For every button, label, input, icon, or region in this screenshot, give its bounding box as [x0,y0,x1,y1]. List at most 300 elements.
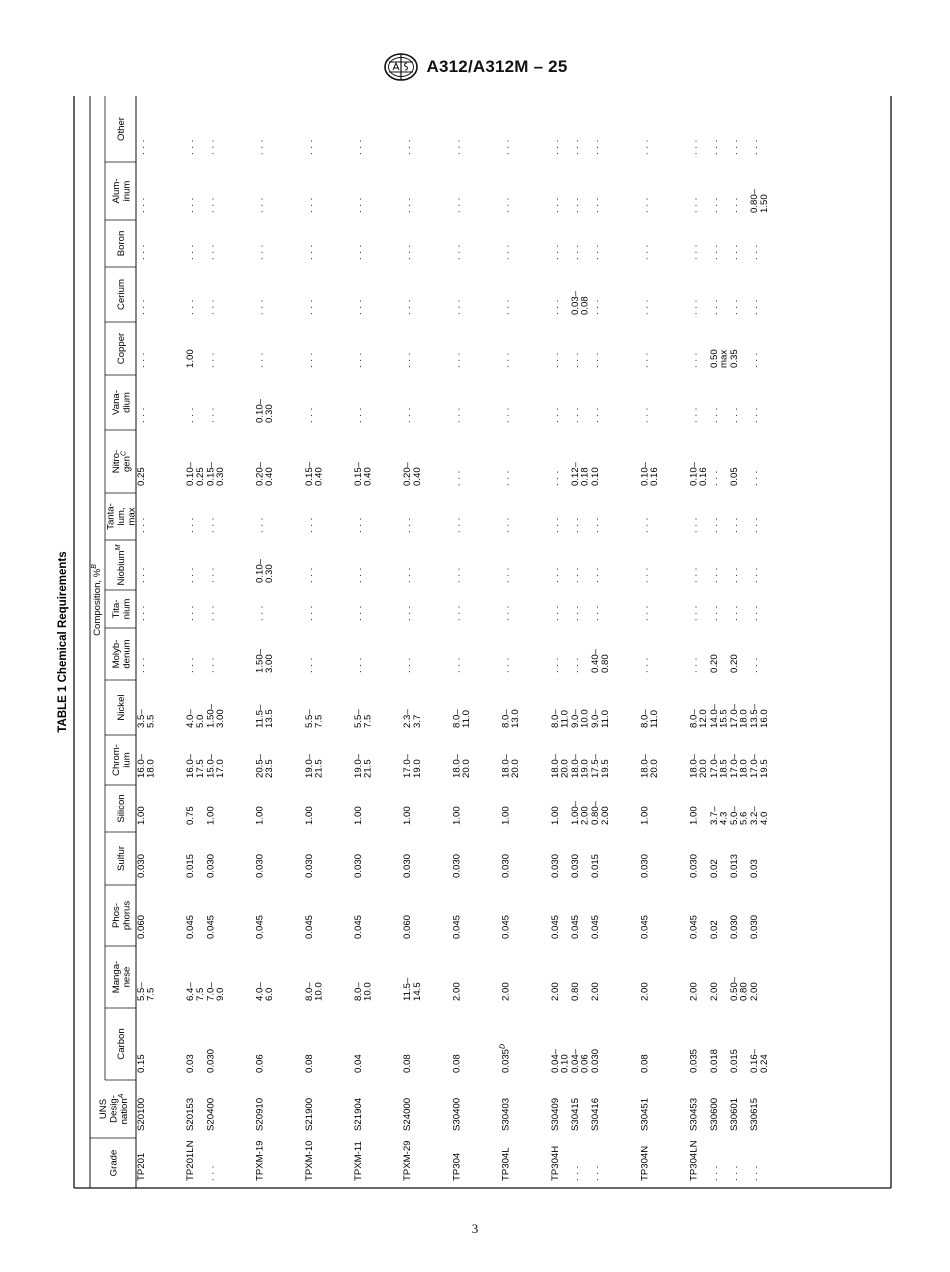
value-cell-chromium: 23.5 [264,759,276,778]
value-cell-titanium: . . . [749,605,761,621]
value-cell-titanium: . . . [549,605,561,621]
value-cell-niobium: . . . [402,567,414,583]
value-cell-aluminum: . . . [353,197,364,213]
value-cell-tantalum: . . . [303,517,315,533]
value-cell-phosphorus: 0.045 [570,914,581,939]
value-cell-phosphorus: 0.045 [590,914,602,939]
value-cell-nitrogen: 0.15– [303,461,315,486]
value-cell-silicon: 2.00 [579,806,591,825]
value-cell-aluminum: . . . [205,197,217,213]
value-cell-copper: . . . [254,352,266,368]
value-cell-sulfur: 0.015 [185,853,197,878]
value-cell-carbon: 0.06 [254,1054,266,1073]
value-cell-nickel: 3.00 [215,709,226,728]
value-cell-carbon: 0.08 [639,1054,651,1073]
column-header-niobium: Niobium$^M$ [115,544,127,586]
value-cell-nickel: 8.0– [639,709,651,728]
value-cell-nickel: 13.5– [749,703,761,728]
value-cell-cerium: . . . [688,299,700,315]
value-cell-sulfur: 0.030 [549,853,561,878]
value-cell-boron: . . . [639,244,651,260]
value-cell-nickel: 1.50– [205,703,217,728]
value-cell-copper: . . . [688,352,700,368]
uns-cell: S30615 [749,1097,761,1131]
value-cell-copper: . . . [353,352,364,368]
value-cell-niobium: 0.30 [264,564,276,583]
value-cell-titanium: . . . [451,605,463,621]
value-cell-molybdenum: . . . [688,657,700,673]
value-cell-other: . . . [570,139,581,155]
value-cell-vanadium: . . . [708,407,720,423]
value-cell-nitrogen: 0.10 [590,467,602,486]
uns-cell: S30600 [708,1097,720,1131]
value-cell-nitrogen: 0.18 [579,467,591,486]
table-title: TABLE 1 Chemical Requirements [57,551,69,733]
value-cell-nickel: 5.5– [303,709,315,728]
value-cell-nitrogen: . . . [749,470,761,486]
value-cell-vanadium: . . . [500,407,512,423]
value-cell-sulfur: 0.030 [205,853,217,878]
value-cell-molybdenum: 3.00 [264,654,276,673]
column-header-molybdenum: Molyb- [110,639,122,669]
value-cell-cerium: . . . [500,299,512,315]
value-cell-molybdenum: . . . [402,657,414,673]
value-cell-titanium: . . . [570,605,581,621]
value-cell-other: . . . [205,139,217,155]
value-cell-boron: . . . [136,244,147,260]
value-cell-aluminum: . . . [688,197,700,213]
document-id: A312/A312M – 25 [426,57,568,76]
value-cell-molybdenum: 0.40– [590,648,602,673]
value-cell-nickel: 8.0– [688,709,700,728]
value-cell-boron: . . . [353,244,364,260]
value-cell-vanadium: . . . [749,407,761,423]
value-cell-nickel: 8.0– [549,709,561,728]
value-cell-niobium: . . . [185,567,197,583]
value-cell-chromium: 18.0– [500,753,512,778]
value-cell-nitrogen: . . . [451,470,463,486]
value-cell-sulfur: 0.030 [136,853,147,878]
value-cell-vanadium: . . . [205,407,217,423]
value-cell-cerium: . . . [303,299,315,315]
value-cell-silicon: 1.00– [570,800,581,825]
value-cell-manganese: 0.80 [570,982,581,1001]
value-cell-titanium: . . . [500,605,512,621]
composition-heading: Composition, %$^B$ [91,564,103,636]
value-cell-aluminum: . . . [402,197,414,213]
uns-cell: S20400 [205,1097,217,1131]
grade-cell: TPXM-11 [353,1141,364,1181]
value-cell-sulfur: 0.030 [353,853,364,878]
value-cell-molybdenum: 0.20 [708,654,720,673]
value-cell-phosphorus: 0.045 [500,914,512,939]
value-cell-niobium: . . . [500,567,512,583]
uns-cell: S24000 [402,1097,414,1131]
value-cell-nickel: 17.0– [729,703,740,728]
grade-cell: . . . [749,1165,761,1181]
value-cell-phosphorus: 0.045 [185,914,197,939]
value-cell-molybdenum: . . . [549,657,561,673]
column-header-tantalum: max [126,507,138,526]
value-cell-chromium: 18.0– [451,753,463,778]
value-cell-chromium: 18.0 [145,759,157,778]
column-header-uns: Desig- [108,1095,120,1123]
value-cell-manganese: 2.00 [688,982,700,1001]
column-header-manganese: Manga- [110,960,122,994]
value-cell-manganese: 8.0– [303,982,315,1001]
value-cell-tantalum: . . . [500,517,512,533]
value-cell-nickel: 8.0– [500,709,512,728]
value-cell-vanadium: . . . [303,407,315,423]
value-cell-vanadium: 0.30 [264,404,276,423]
value-cell-vanadium: . . . [353,407,364,423]
value-cell-other: . . . [688,139,700,155]
value-cell-nickel: 11.0 [649,710,660,728]
value-cell-copper: . . . [639,352,651,368]
grade-cell: . . . [708,1165,720,1181]
value-cell-manganese: 2.00 [500,982,512,1001]
value-cell-chromium: 19.0– [353,753,364,778]
value-cell-aluminum: . . . [303,197,315,213]
value-cell-chromium: 18.5 [718,759,730,778]
column-header-uns: UNS [98,1098,109,1120]
value-cell-cerium: 0.03– [570,290,581,315]
value-cell-carbon: 0.018 [708,1048,720,1073]
column-header-chromium: ium [121,752,133,768]
value-cell-other: . . . [303,139,315,155]
value-cell-manganese: 9.0 [215,987,226,1001]
value-cell-manganese: 10.0 [313,982,325,1001]
value-cell-manganese: 11.5– [402,977,414,1001]
value-cell-nitrogen: 0.30 [215,467,226,486]
value-cell-molybdenum: . . . [500,657,512,673]
value-cell-niobium: . . . [451,567,463,583]
value-cell-chromium: 16.0– [136,753,147,778]
column-header-cerium: Cerium [116,279,127,310]
value-cell-phosphorus: 0.045 [254,914,266,939]
value-cell-boron: . . . [590,244,602,260]
uns-cell: S30453 [688,1097,700,1131]
value-cell-chromium: 17.5 [194,759,206,778]
value-cell-molybdenum: . . . [639,657,651,673]
value-cell-aluminum: . . . [185,197,197,213]
page-number: 3 [471,1221,479,1236]
value-cell-tantalum: . . . [729,517,740,533]
value-cell-sulfur: 0.030 [570,853,581,878]
column-header-vanadium: dium [121,392,133,413]
grade-cell: TP304H [549,1145,561,1181]
value-cell-other: . . . [708,139,720,155]
value-cell-molybdenum: 0.80 [599,654,611,673]
value-cell-nickel: 11.0 [599,710,611,728]
value-cell-cerium: . . . [402,299,414,315]
value-cell-aluminum: . . . [549,197,561,213]
value-cell-aluminum: . . . [570,197,581,213]
value-cell-manganese: 0.50– [729,976,740,1001]
value-cell-manganese: 10.0 [362,982,374,1001]
value-cell-cerium: . . . [639,299,651,315]
value-cell-nickel: 4.0– [185,709,197,728]
value-cell-copper: 1.00 [185,349,197,368]
value-cell-carbon: 0.04– [570,1048,581,1073]
value-cell-carbon: 0.08 [451,1054,463,1073]
value-cell-chromium: 19.0 [579,759,591,778]
value-cell-other: . . . [353,139,364,155]
value-cell-nickel: 5.5– [353,709,364,728]
value-cell-carbon: 0.035 [688,1048,700,1073]
value-cell-carbon: 0.06 [579,1054,591,1073]
value-cell-other: . . . [549,139,561,155]
value-cell-boron: . . . [729,244,740,260]
value-cell-manganese: 7.5 [194,987,206,1001]
value-cell-manganese: 7.5 [145,987,157,1001]
value-cell-copper: . . . [570,352,581,368]
value-cell-vanadium: . . . [570,407,581,423]
value-cell-nickel: 9.0– [590,709,602,728]
value-cell-sulfur: 0.030 [639,853,651,878]
value-cell-niobium: . . . [749,567,761,583]
value-cell-aluminum: . . . [639,197,651,213]
value-cell-nitrogen: 0.20– [254,461,266,486]
value-cell-other: . . . [185,139,197,155]
value-cell-silicon: 4.0 [758,811,770,825]
value-cell-titanium: . . . [729,605,740,621]
value-cell-nitrogen: 0.40 [264,467,276,486]
column-header-silicon: Silicon [116,794,127,823]
column-header-molybdenum: denum [121,639,133,669]
value-cell-niobium: . . . [729,567,740,583]
value-cell-tantalum: . . . [205,517,217,533]
value-cell-copper: . . . [590,352,602,368]
value-cell-vanadium: . . . [451,407,463,423]
value-cell-silicon: 1.00 [639,806,651,825]
value-cell-silicon: 0.80– [590,800,602,825]
value-cell-phosphorus: 0.02 [708,920,720,939]
value-cell-phosphorus: 0.045 [303,914,315,939]
value-cell-vanadium: . . . [549,407,561,423]
value-cell-nickel: 9.0– [570,709,581,728]
value-cell-titanium: . . . [205,605,217,621]
value-cell-phosphorus: 0.060 [402,914,414,939]
value-cell-chromium: 17.5– [590,753,602,778]
value-cell-boron: . . . [451,244,463,260]
value-cell-chromium: 17.0– [402,753,414,778]
value-cell-boron: . . . [708,244,720,260]
uns-cell: S30400 [451,1097,463,1131]
value-cell-copper: . . . [205,352,217,368]
value-cell-carbon: $0.035^D$ [499,1043,512,1073]
value-cell-chromium: 21.5 [362,759,374,778]
value-cell-aluminum: . . . [500,197,512,213]
value-cell-tantalum: . . . [639,517,651,533]
column-header-titanium: Tita- [110,599,122,619]
column-header-copper: Copper [116,332,127,365]
value-cell-nickel: 11.0 [461,710,472,728]
value-cell-chromium: 20.0 [461,759,472,778]
value-cell-aluminum: 0.80– [749,188,761,213]
column-header-carbon: Carbon [116,1028,127,1060]
value-cell-sulfur: 0.02 [708,859,720,878]
value-cell-tantalum: . . . [590,517,602,533]
column-header-vanadium: Vana- [110,390,122,415]
value-cell-silicon: 1.00 [303,806,315,825]
value-cell-manganese: 2.00 [451,982,463,1001]
value-cell-cerium: 0.08 [579,296,591,315]
value-cell-cerium: . . . [353,299,364,315]
value-cell-niobium: . . . [353,567,364,583]
value-cell-copper: . . . [500,352,512,368]
value-cell-chromium: 20.0 [698,759,710,778]
value-cell-manganese: 8.0– [353,982,364,1001]
value-cell-manganese: 2.00 [549,982,561,1001]
value-cell-silicon: 3.7– [708,806,720,825]
value-cell-nickel: 16.0 [758,709,770,728]
value-cell-nickel: 18.0 [738,709,750,728]
value-cell-cerium: . . . [185,299,197,315]
value-cell-niobium: 0.10– [254,558,266,583]
value-cell-silicon: 4.3 [718,811,730,825]
value-cell-niobium: . . . [708,567,720,583]
value-cell-sulfur: 0.030 [688,853,700,878]
value-cell-molybdenum: . . . [353,657,364,673]
value-cell-copper: . . . [303,352,315,368]
value-cell-carbon: 0.08 [303,1054,315,1073]
value-cell-titanium: . . . [590,605,602,621]
value-cell-silicon: 5.0– [729,806,740,825]
uns-cell: S30416 [590,1097,602,1131]
uns-cell: S30409 [549,1097,561,1131]
value-cell-vanadium: . . . [185,407,197,423]
grade-cell: . . . [205,1165,217,1181]
grade-cell: . . . [570,1165,581,1181]
grade-cell: TP201 [136,1152,147,1181]
value-cell-nickel: 11.0 [559,710,571,728]
value-cell-nitrogen: 0.05 [729,467,740,486]
column-header-tantalum: Tanta- [105,503,117,530]
uns-cell: S30403 [500,1097,512,1131]
value-cell-titanium: . . . [303,605,315,621]
value-cell-vanadium: . . . [402,407,414,423]
uns-cell: S20153 [185,1097,197,1131]
uns-cell: S21904 [353,1097,364,1131]
value-cell-titanium: . . . [708,605,720,621]
value-cell-chromium: 19.5 [599,759,611,778]
grade-cell: TPXM-10 [303,1140,315,1181]
value-cell-carbon: 0.030 [590,1048,602,1073]
value-cell-niobium: . . . [688,567,700,583]
value-cell-niobium: . . . [205,567,217,583]
value-cell-nickel: 10.0 [579,709,591,728]
value-cell-chromium: 18.0– [549,753,561,778]
value-cell-other: . . . [254,139,266,155]
value-cell-manganese: 7.0– [205,982,217,1001]
value-cell-sulfur: 0.030 [254,853,266,878]
grade-cell: . . . [590,1165,602,1181]
value-cell-molybdenum: . . . [570,657,581,673]
value-cell-niobium: . . . [303,567,315,583]
value-cell-nitrogen: 0.15– [205,461,217,486]
column-header-nitrogen: gen$^C$ [120,450,133,473]
value-cell-nickel: 8.0– [451,709,463,728]
value-cell-carbon: 0.15 [136,1054,147,1073]
value-cell-nickel: 11.5– [254,704,266,728]
column-header-aluminum: inum [121,180,133,202]
column-header-aluminum: Alum- [110,178,122,204]
uns-cell: S21900 [303,1097,315,1131]
value-cell-tantalum: . . . [688,517,700,533]
value-cell-cerium: . . . [205,299,217,315]
value-cell-nitrogen: 0.40 [313,467,325,486]
value-cell-nitrogen: 0.25 [136,467,147,486]
value-cell-chromium: 20.0 [649,759,660,778]
column-header-boron: Boron [116,230,127,257]
value-cell-tantalum: . . . [570,517,581,533]
value-cell-sulfur: 0.03 [749,859,761,878]
value-cell-chromium: 19.0 [411,759,423,778]
value-cell-manganese: 2.00 [639,982,651,1001]
column-header-phosphorus: phorus [121,900,133,931]
grade-cell: TPXM-19 [254,1140,266,1181]
value-cell-silicon: 1.00 [353,806,364,825]
value-cell-sulfur: 0.030 [500,853,512,878]
value-cell-chromium: 18.0– [639,753,651,778]
value-cell-chromium: 17.0– [749,753,761,778]
value-cell-titanium: . . . [136,605,147,621]
value-cell-chromium: 17.0– [708,753,720,778]
value-cell-chromium: 17.0– [729,753,740,778]
value-cell-silicon: 5.6 [738,811,750,825]
value-cell-phosphorus: 0.045 [353,914,364,939]
column-header-uns: nation$^A$ [118,1093,130,1125]
value-cell-cerium: . . . [749,299,761,315]
uns-cell: S20910 [254,1097,266,1131]
value-cell-copper: . . . [549,352,561,368]
value-cell-titanium: . . . [639,605,651,621]
value-cell-nickel: 3.7 [411,714,423,728]
value-cell-cerium: . . . [708,299,720,315]
value-cell-carbon: 0.16– [749,1048,761,1073]
value-cell-boron: . . . [688,244,700,260]
value-cell-phosphorus: 0.045 [639,914,651,939]
value-cell-boron: . . . [402,244,414,260]
value-cell-chromium: 16.0– [185,753,197,778]
value-cell-molybdenum: . . . [451,657,463,673]
value-cell-nitrogen: 0.12– [570,461,581,486]
value-cell-nitrogen: 0.40 [362,467,374,486]
value-cell-niobium: . . . [570,567,581,583]
grade-cell: . . . [729,1165,740,1181]
value-cell-tantalum: . . . [136,517,147,533]
value-cell-manganese: 2.00 [749,982,761,1001]
value-cell-silicon: 1.00 [688,806,700,825]
value-cell-nickel: 15.5 [718,709,730,728]
value-cell-silicon: 1.00 [549,806,561,825]
value-cell-sulfur: 0.015 [590,853,602,878]
value-cell-nitrogen: 0.15– [353,461,364,486]
value-cell-aluminum: . . . [254,197,266,213]
value-cell-tantalum: . . . [708,517,720,533]
value-cell-silicon: 0.75 [185,806,197,825]
column-header-nitrogen: Nitro- [110,449,122,474]
value-cell-copper: . . . [451,352,463,368]
value-cell-carbon: 0.04– [549,1048,561,1073]
value-cell-boron: . . . [500,244,512,260]
value-cell-phosphorus: 0.030 [729,914,740,939]
value-cell-silicon: 2.00 [599,806,611,825]
value-cell-manganese: 2.00 [590,982,602,1001]
value-cell-boron: . . . [303,244,315,260]
value-cell-tantalum: . . . [451,517,463,533]
